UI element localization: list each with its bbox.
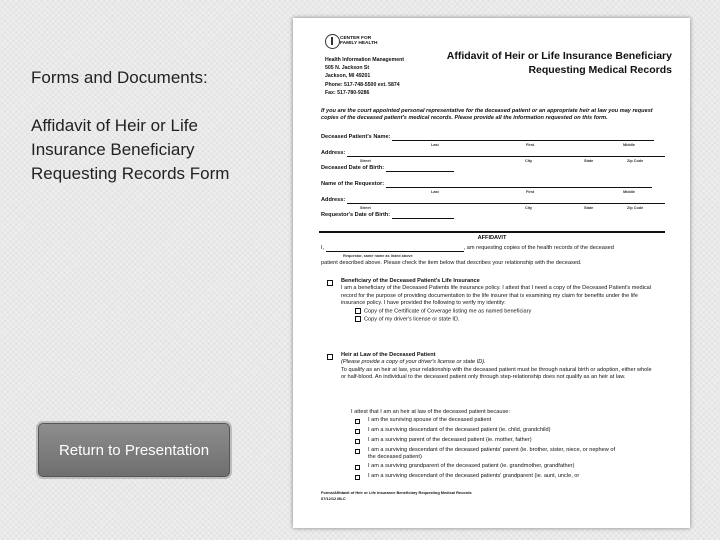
form-instructions: If you are the court appointed personal representative for the deceased patient or an appropriate heir at law you may request copies of the deceased patient's medical records. Please provide all the information requested on this form.: [321, 108, 653, 122]
heir-item: I am a surviving descendant of the deceased patients' grandparent (ie. aunt, uncle, or: [368, 473, 580, 479]
field-requestor-name: Name of the Requestor:: [321, 181, 669, 188]
heir-checkbox: [327, 354, 333, 360]
heir-item: I am a surviving descendant of the deceased patient (ie. child, grandchild): [368, 427, 551, 433]
document-title: Affidavit of Heir or Life Insurance Beneficiary Requesting Medical Records: [446, 50, 672, 76]
heir-section: Heir at Law of the Deceased Patient (Please provide a copy of your driver's license or state ID). To qualify as an heir at law, your relationship with the deceased patient must be through natural birth or adoption, either whole or half-blood. An individual to the deceased patient only through step-relationship does not qualify as an heir at law.: [341, 352, 652, 381]
heir-item: I am a surviving parent of the deceased patient (ie. mother, father): [368, 437, 532, 443]
form-document-image: CENTER FOR FAMILY HEALTH Health Information Management 505 N. Jackson St Jackson, MI 49201 Phone: 517-748-5500 ext. 5874 Fax: 517-780-9286 Affidavit of Heir or Life Insurance Beneficiary Requesting Medical Records If you are the court appointed personal representative for the deceased patient or an appropriate heir at law you may request copies of the deceased patient's medical records. Please provide all the information requested on this form. Deceased Patient's Name: Last First Middle Address: Street City State Zip Code Deceased Date of Birth: Name of the Requestor: Last First Middle Address: Street City State Zip Code Requestor's Date of Birth: AFFIDAVIT I, , am requesting copies of the health records of the deceased Requestor, same name as listed above patient described above. Please check the item below that describes your relationship with the deceased. Beneficiary of the Deceased Patient's Life Insurance I am a beneficiary of the Deceased Patients life insurance policy. I attest that I need a copy of the Deceased Patient's medical record for the purpose of providing documentation to the life insurer that is examining my claim for benefits under the life insurance policy. I have provided the following to verify my identity: Copy of the Certificate of Coverage listing me as named beneficiary Copy of my driver's license or state ID. Heir at Law of the Deceased Patient (Please provide a copy of your driver's license or state ID). To qualify as an heir at law, your relationship with the deceased patient must be through natural birth or adoption, either whole or half-blood. An individual to the deceased patient only through step-relationship does not qualify as an heir at law. I attest that I am an heir at law of the deceased patient because: I am the surviving spouse of the deceased patient I am a surviving descendant of the deceased patient (ie. child, grandchild) I am a surviving parent of the deceased patient (ie. mother, father) I am a surviving descendant of the deceased patients' parent (ie. brother, sister, niece, or nephew of the deceased patient) I am a surviving grandparent of the deceased patient (ie. grandmother, grandfather) I am a surviving descendant of the deceased patients' grandparent (ie. aunt, uncle, or Forms/Affidavit of Heir or Life Insurance Beneficiary Requesting Medical Records 07/12/12 MLC: [293, 18, 690, 528]
field-deceased-name: Deceased Patient's Name:: [321, 134, 669, 141]
beneficiary-checkbox: [327, 280, 333, 286]
affidavit-statement-2: patient described above. Please check the item below that describes your relationship with the deceased.: [321, 260, 582, 266]
license-checkbox: [355, 316, 361, 322]
beneficiary-section: Beneficiary of the Deceased Patient's Life Insurance I am a beneficiary of the Deceased Patients life insurance policy. I attest that I need a copy of the Deceased Patient's medical record for the purpose of providing documentation to the life insurer that is examining my claim for benefits under the life insurance policy. I have provided the following to verify my identity: Copy of the Certificate of Coverage listing me as named beneficiary Copy of my driver's license or state ID.: [341, 278, 652, 322]
org-address: Health Information Management 505 N. Jackson St Jackson, MI 49201 Phone: 517-748-5500 ext. 5874 Fax: 517-780-9286: [325, 57, 404, 96]
heir-attest: I attest that I am an heir at law of the deceased patient because:: [351, 409, 510, 415]
slide-title: [31, 66, 271, 186]
field-requestor-dob: Requestor's Date of Birth:: [321, 212, 669, 219]
affidavit-heading: AFFIDAVIT: [319, 231, 665, 242]
field-deceased-dob: Deceased Date of Birth:: [321, 165, 669, 172]
field-address: Address:: [321, 150, 669, 157]
document-footer: Forms/Affidavit of Heir or Life Insurance Beneficiary Requesting Medical Records 07/12/12 MLC: [321, 490, 472, 501]
heir-item: I am a surviving grandparent of the deceased patient (ie. grandmother, grandfather): [368, 463, 575, 469]
slide-heading: Forms and Documents:: [31, 68, 208, 87]
slide-subheading: Affidavit of Heir or Life Insurance Beneficiary Requesting Records Form: [31, 116, 230, 183]
heir-item: I am a surviving descendant of the deceased patients' parent (ie. brother, sister, niece, or nephew of the deceased patient): [368, 447, 616, 461]
org-name: CENTER FOR FAMILY HEALTH: [340, 36, 378, 46]
field-requestor-address: Address:: [321, 197, 669, 204]
center-logo-icon: [325, 34, 340, 49]
heir-item: I am the surviving spouse of the deceased patient: [368, 417, 492, 423]
certificate-checkbox: [355, 308, 361, 314]
return-to-presentation-button[interactable]: Return to Presentation: [36, 421, 232, 479]
affidavit-statement: I, , am requesting copies of the health records of the deceased: [321, 245, 614, 251]
